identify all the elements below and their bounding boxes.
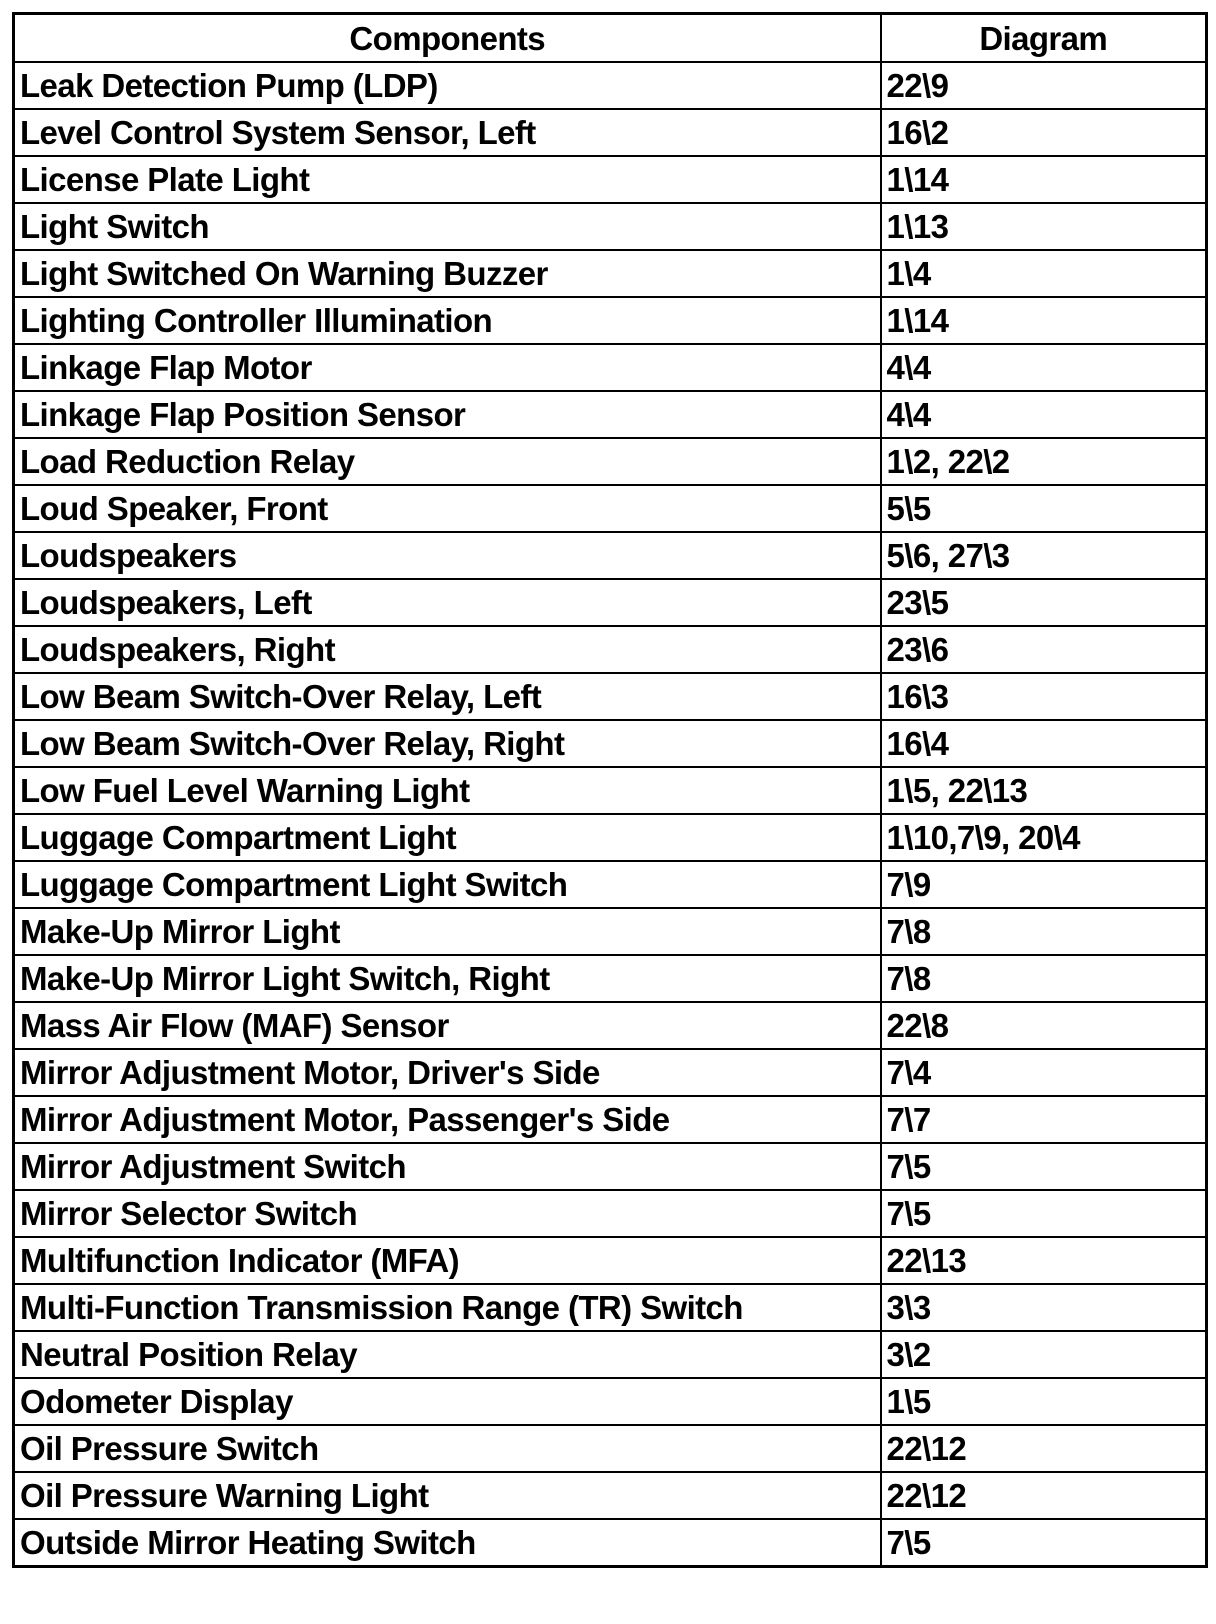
component-cell: Level Control System Sensor, Left [14,109,881,156]
table-row [14,861,1207,908]
diagram-cell: 1\5 [881,1378,1207,1425]
table-row [14,1519,1207,1567]
diagram-cell: 22\9 [881,62,1207,109]
diagram-cell: 7\9 [881,861,1207,908]
diagram-cell: 22\13 [881,1237,1207,1284]
diagram-cell: 16\2 [881,109,1207,156]
component-cell: Make-Up Mirror Light [14,908,881,955]
component-cell: Mirror Adjustment Motor, Driver's Side [14,1049,881,1096]
components-table [12,12,1208,1568]
table-row [14,297,1207,344]
table-row [14,1331,1207,1378]
table-row [14,1049,1207,1096]
component-cell: Load Reduction Relay [14,438,881,485]
diagram-cell: 1\10,7\9, 20\4 [881,814,1207,861]
component-cell: Light Switch [14,203,881,250]
table-row [14,532,1207,579]
component-cell: Linkage Flap Position Sensor [14,391,881,438]
components-table-container [12,12,1205,1568]
table-row [14,814,1207,861]
diagram-cell: 22\12 [881,1425,1207,1472]
diagram-cell: 4\4 [881,391,1207,438]
table-row [14,720,1207,767]
table-row [14,673,1207,720]
table-row [14,344,1207,391]
diagram-cell: 1\5, 22\13 [881,767,1207,814]
component-cell: Loud Speaker, Front [14,485,881,532]
diagram-cell: 22\8 [881,1002,1207,1049]
component-cell: Loudspeakers [14,532,881,579]
diagram-cell: 7\5 [881,1519,1207,1567]
component-cell: Multifunction Indicator (MFA) [14,1237,881,1284]
diagram-cell: 23\6 [881,626,1207,673]
table-row [14,1425,1207,1472]
diagram-cell: 16\3 [881,673,1207,720]
diagram-cell: 7\5 [881,1190,1207,1237]
diagram-cell: 7\7 [881,1096,1207,1143]
diagram-cell: 3\3 [881,1284,1207,1331]
diagram-cell: 5\5 [881,485,1207,532]
component-cell: Linkage Flap Motor [14,344,881,391]
table-row [14,1190,1207,1237]
component-cell: Mirror Adjustment Motor, Passenger's Side [14,1096,881,1143]
table-row [14,485,1207,532]
component-cell: Leak Detection Pump (LDP) [14,62,881,109]
component-cell: Loudspeakers, Right [14,626,881,673]
table-header-row [14,14,1207,63]
table-row [14,1002,1207,1049]
component-cell: Lighting Controller Illumination [14,297,881,344]
diagram-cell: 7\8 [881,955,1207,1002]
diagram-cell: 1\4 [881,250,1207,297]
table-row [14,1284,1207,1331]
table-row [14,203,1207,250]
table-row [14,1143,1207,1190]
component-cell: Make-Up Mirror Light Switch, Right [14,955,881,1002]
table-row [14,908,1207,955]
diagram-cell: 22\12 [881,1472,1207,1519]
table-row [14,1378,1207,1425]
table-row [14,438,1207,485]
table-row [14,626,1207,673]
component-cell: Luggage Compartment Light Switch [14,861,881,908]
table-row [14,391,1207,438]
component-cell: License Plate Light [14,156,881,203]
component-cell: Mirror Selector Switch [14,1190,881,1237]
diagram-cell: 3\2 [881,1331,1207,1378]
table-row [14,109,1207,156]
component-cell: Mass Air Flow (MAF) Sensor [14,1002,881,1049]
diagram-cell: 16\4 [881,720,1207,767]
table-row [14,1237,1207,1284]
component-cell: Mirror Adjustment Switch [14,1143,881,1190]
diagram-cell: 1\2, 22\2 [881,438,1207,485]
diagram-cell: 4\4 [881,344,1207,391]
table-row [14,62,1207,109]
table-row [14,1472,1207,1519]
component-cell: Outside Mirror Heating Switch [14,1519,881,1567]
table-row [14,767,1207,814]
component-cell: Odometer Display [14,1378,881,1425]
table-row [14,156,1207,203]
component-cell: Multi-Function Transmission Range (TR) Switch [14,1284,881,1331]
column-header-diagram: Diagram [881,14,1207,63]
table-row [14,955,1207,1002]
diagram-cell: 1\13 [881,203,1207,250]
table-row [14,1096,1207,1143]
diagram-cell: 23\5 [881,579,1207,626]
diagram-cell: 7\5 [881,1143,1207,1190]
component-cell: Light Switched On Warning Buzzer [14,250,881,297]
component-cell: Oil Pressure Warning Light [14,1472,881,1519]
diagram-cell: 1\14 [881,156,1207,203]
column-header-components: Components [14,14,881,63]
component-cell: Low Fuel Level Warning Light [14,767,881,814]
component-cell: Oil Pressure Switch [14,1425,881,1472]
component-cell: Luggage Compartment Light [14,814,881,861]
component-cell: Neutral Position Relay [14,1331,881,1378]
table-body [14,62,1207,1567]
component-cell: Low Beam Switch-Over Relay, Left [14,673,881,720]
table-row [14,579,1207,626]
diagram-cell: 7\8 [881,908,1207,955]
diagram-cell: 5\6, 27\3 [881,532,1207,579]
diagram-cell: 1\14 [881,297,1207,344]
component-cell: Low Beam Switch-Over Relay, Right [14,720,881,767]
diagram-cell: 7\4 [881,1049,1207,1096]
component-cell: Loudspeakers, Left [14,579,881,626]
table-row [14,250,1207,297]
